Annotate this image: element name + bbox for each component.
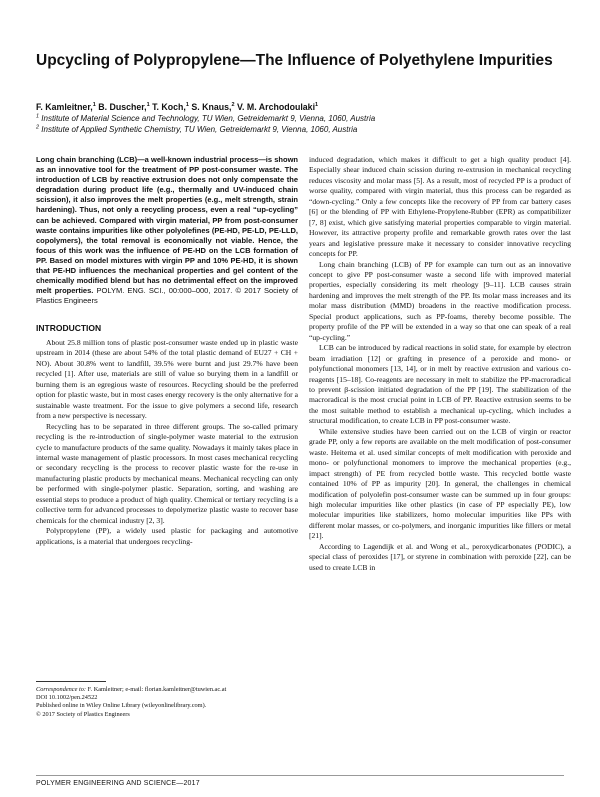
doi[interactable]: DOI 10.1002/pen.24522 — [36, 694, 98, 702]
paragraph: According to Lagendijk et al. and Wong et al., peroxydicarbonates (PODIC), a special class of peroxides [17], or styrene in combination with peroxide [22], can be used to create LCB in — [309, 541, 571, 572]
paragraph: Recycling has to be separated in three different groups. The so-called primary recycling is the re-introduction of single-polymer waste material to the extrusion cycle to manufacture products of the same quality. Nowadays it mainly takes place in internal waste management of plastic processors. In most cases mechanical recycling or secondary recycling is the process to recover plastic waste for the re-use in manufacturing plastic products by mechanical means. Mechanical recycling can only be performed with single-polymer plastic. Separation, sorting, and washing are essential steps to produce a product of high quality. Chemical or tertiary recycling is a collective term for advanced processes to depolymerize plastic waste to recover base chemicals for the chemical industry [2, 3]. — [36, 421, 298, 525]
abstract-citation: POLYM. ENG. SCI., 00:000–000, 2017. © 2017 Society of Plastics Engineers — [36, 286, 299, 306]
correspondence-email[interactable]: F. Kamleitner; e-mail: florian.kamleitner@tuwien.ac.at — [85, 686, 227, 693]
paragraph: Polypropylene (PP), a widely used plastic for packaging and automotive applications, is a material that undergoes recycling- — [36, 526, 298, 546]
left-column-body — [36, 338, 298, 547]
author: B. Duscher,$^1$ — [95, 102, 150, 112]
paragraph: induced degradation, which makes it difficult to get a high quality product [4]. Especially shear induced chain scission during re-extrusion in mechanical recycling reduces viscosity and molar mass [5]. As a result, most of recycled PP is a product of worse quality, compared with virgin material, thus this process can be regarded as “down-cycling.” Only a few concepts like the recovery of PP from car battery cases [6] or the blending of PP with Ethylene-Propylene-Rubber (EPR) as compatibilizer [7, 8] exist, which give satisfying material properties comparable to virgin material. However, its attractive property profile and remarkable growth rates over the last years and legislative pressure make it necessary to consider innovative recycling concepts for PP. — [309, 155, 571, 259]
abstract — [36, 155, 298, 306]
author: T. Koch,$^1$ — [149, 102, 189, 112]
footnote-divider — [36, 681, 106, 682]
author-list — [36, 102, 576, 113]
footnotes — [36, 686, 298, 719]
author: F. Kamleitner,$^1$ — [36, 102, 96, 112]
copyright: © 2017 Society of Plastics Engineers — [36, 710, 130, 718]
paper-title: Upcycling of Polypropylene—The Influence of Polyethylene Impurities — [36, 52, 553, 69]
running-footer: POLYMER ENGINEERING AND SCIENCE—2017 — [36, 780, 200, 787]
footer-divider — [36, 775, 564, 776]
correspondence: Correspondence to: F. Kamleitner; e-mail: florian.kamleitner@tuwien.ac.at — [36, 686, 227, 693]
affiliation: $^1$ Institute of Material Science and Technology, TU Wien, Getreidemarkt 9, Vienna, 1060, Austria — [36, 113, 376, 123]
paragraph: Long chain branching (LCB) of PP for example can turn out as an innovative concept to give PP post-consumer waste a second life with improved material properties, especially considering its melt rheology [9–11]. LCB causes strain hardening and improves the melt strength of the PP. Its molar mass increases and its molar mass distribution (MMD) broadens in the reactive modification process. Special product applications, such as PP-foams, thereby become possible. The property profile of the PP will be extended in a way so that one can speak of a real “up-cycling.” — [309, 259, 571, 342]
published-online: Published online in Wiley Online Library (wileyonlinelibrary.com). — [36, 702, 207, 710]
affiliation: $^2$ Institute of Applied Synthetic Chemistry, TU Wien, Getreidemarkt 9, Vienna, 1060, Austria — [36, 124, 358, 134]
author: S. Knaus,$^2$ — [188, 102, 235, 112]
paragraph: LCB can be introduced by radical reactions in solid state, for example by electron beam irradiation [12] or grafting in presence of a peroxide and mono- or polyfunctional monomers [13, 14], or in melt by reactive extrusion and various co-reagents [15–18]. Co-reagents are necessary in melt to stabilize the PP-macroradical to prevent β-scission initiated degradation of the PP [19]. The stabilization of the macroradical is the most crucial point in LCB of PP. Reactive extrusion seems to be the most suitable method to establish a mechanical up-cycling, which includes a structural modification, to create LCB in PP post-consumer waste. — [309, 343, 571, 426]
paragraph: While extensive studies have been carried out on the LCB of virgin or reactor grade PP, only a few reports are available on the melt modification of post-consumer waste. Heitema et al. used similar concepts of melt modification with peroxide and mono- or polyfunctional monomers to improve the mechanical properties (e.g., impact strength) of PE from recycled bottle waste. This recycled bottle waste contained 10% of PP as impurity [20]. In general, the challenges in chemical modification of polyolefin post-consumer waste can be summed up in four groups: high molecular impurities like other plastics (in case of PP especially PE), low molecular impurities like stabilizers, homo molecular impurities like PPs with different molar masses, or co-polymers, and inorganic impurities like fillers or metal [21]. — [309, 426, 571, 541]
author: V. M. Archodoulaki$^1$ — [234, 102, 319, 112]
section-heading: INTRODUCTION — [36, 323, 102, 333]
paragraph: About 25.8 million tons of plastic post-consumer waste ended up in plastic waste upstream in 2014 (these are about 54% of the total plastic demand of EU27 + CH + NO). About 30.8% went to landfill, 39.5% were burnt and just 29.7% have been recycled [1]. After use, materials are still of value so burying them in a landfill or burning them is an egregious waste of resources. Recycling should be the preferred option for plastic waste, but in most cases energy recovery is the only alternative for a sustainable waste treatment. For the issue to give polymers a second life, research from a new perspective is necessary. — [36, 338, 298, 421]
right-column-body — [309, 155, 571, 573]
abstract-text: Long chain branching (LCB)—a well-known industrial process—is shown as an innovative tool for the treatment of PP post-consumer waste. The introduction of LCB by reactive extrusion does not only compensate the degradation during product life (e.g., thermally and UV-induced chain scission), it also improves the melt properties (e.g., melt strength, strain hardening). Thus, not only a recycling process, even a real “up-cycling” can be achieved. Compared with virgin material, PP from post-consumer waste contains impurities like other polyolefines (PE-HD, PE-LD, PE-LLD, copolymers), the total removal is economically not viable. Hence, the focus of this work was the influence of PE-HD on the LCB formation of PP. Based on model mixtures with virgin PP and 10% PE-HD, it is shown that PE-HD influences the mechanical properties and gel content of the chemically modified blend but has no detrimental effect on the improved melt properties. — [36, 155, 298, 296]
